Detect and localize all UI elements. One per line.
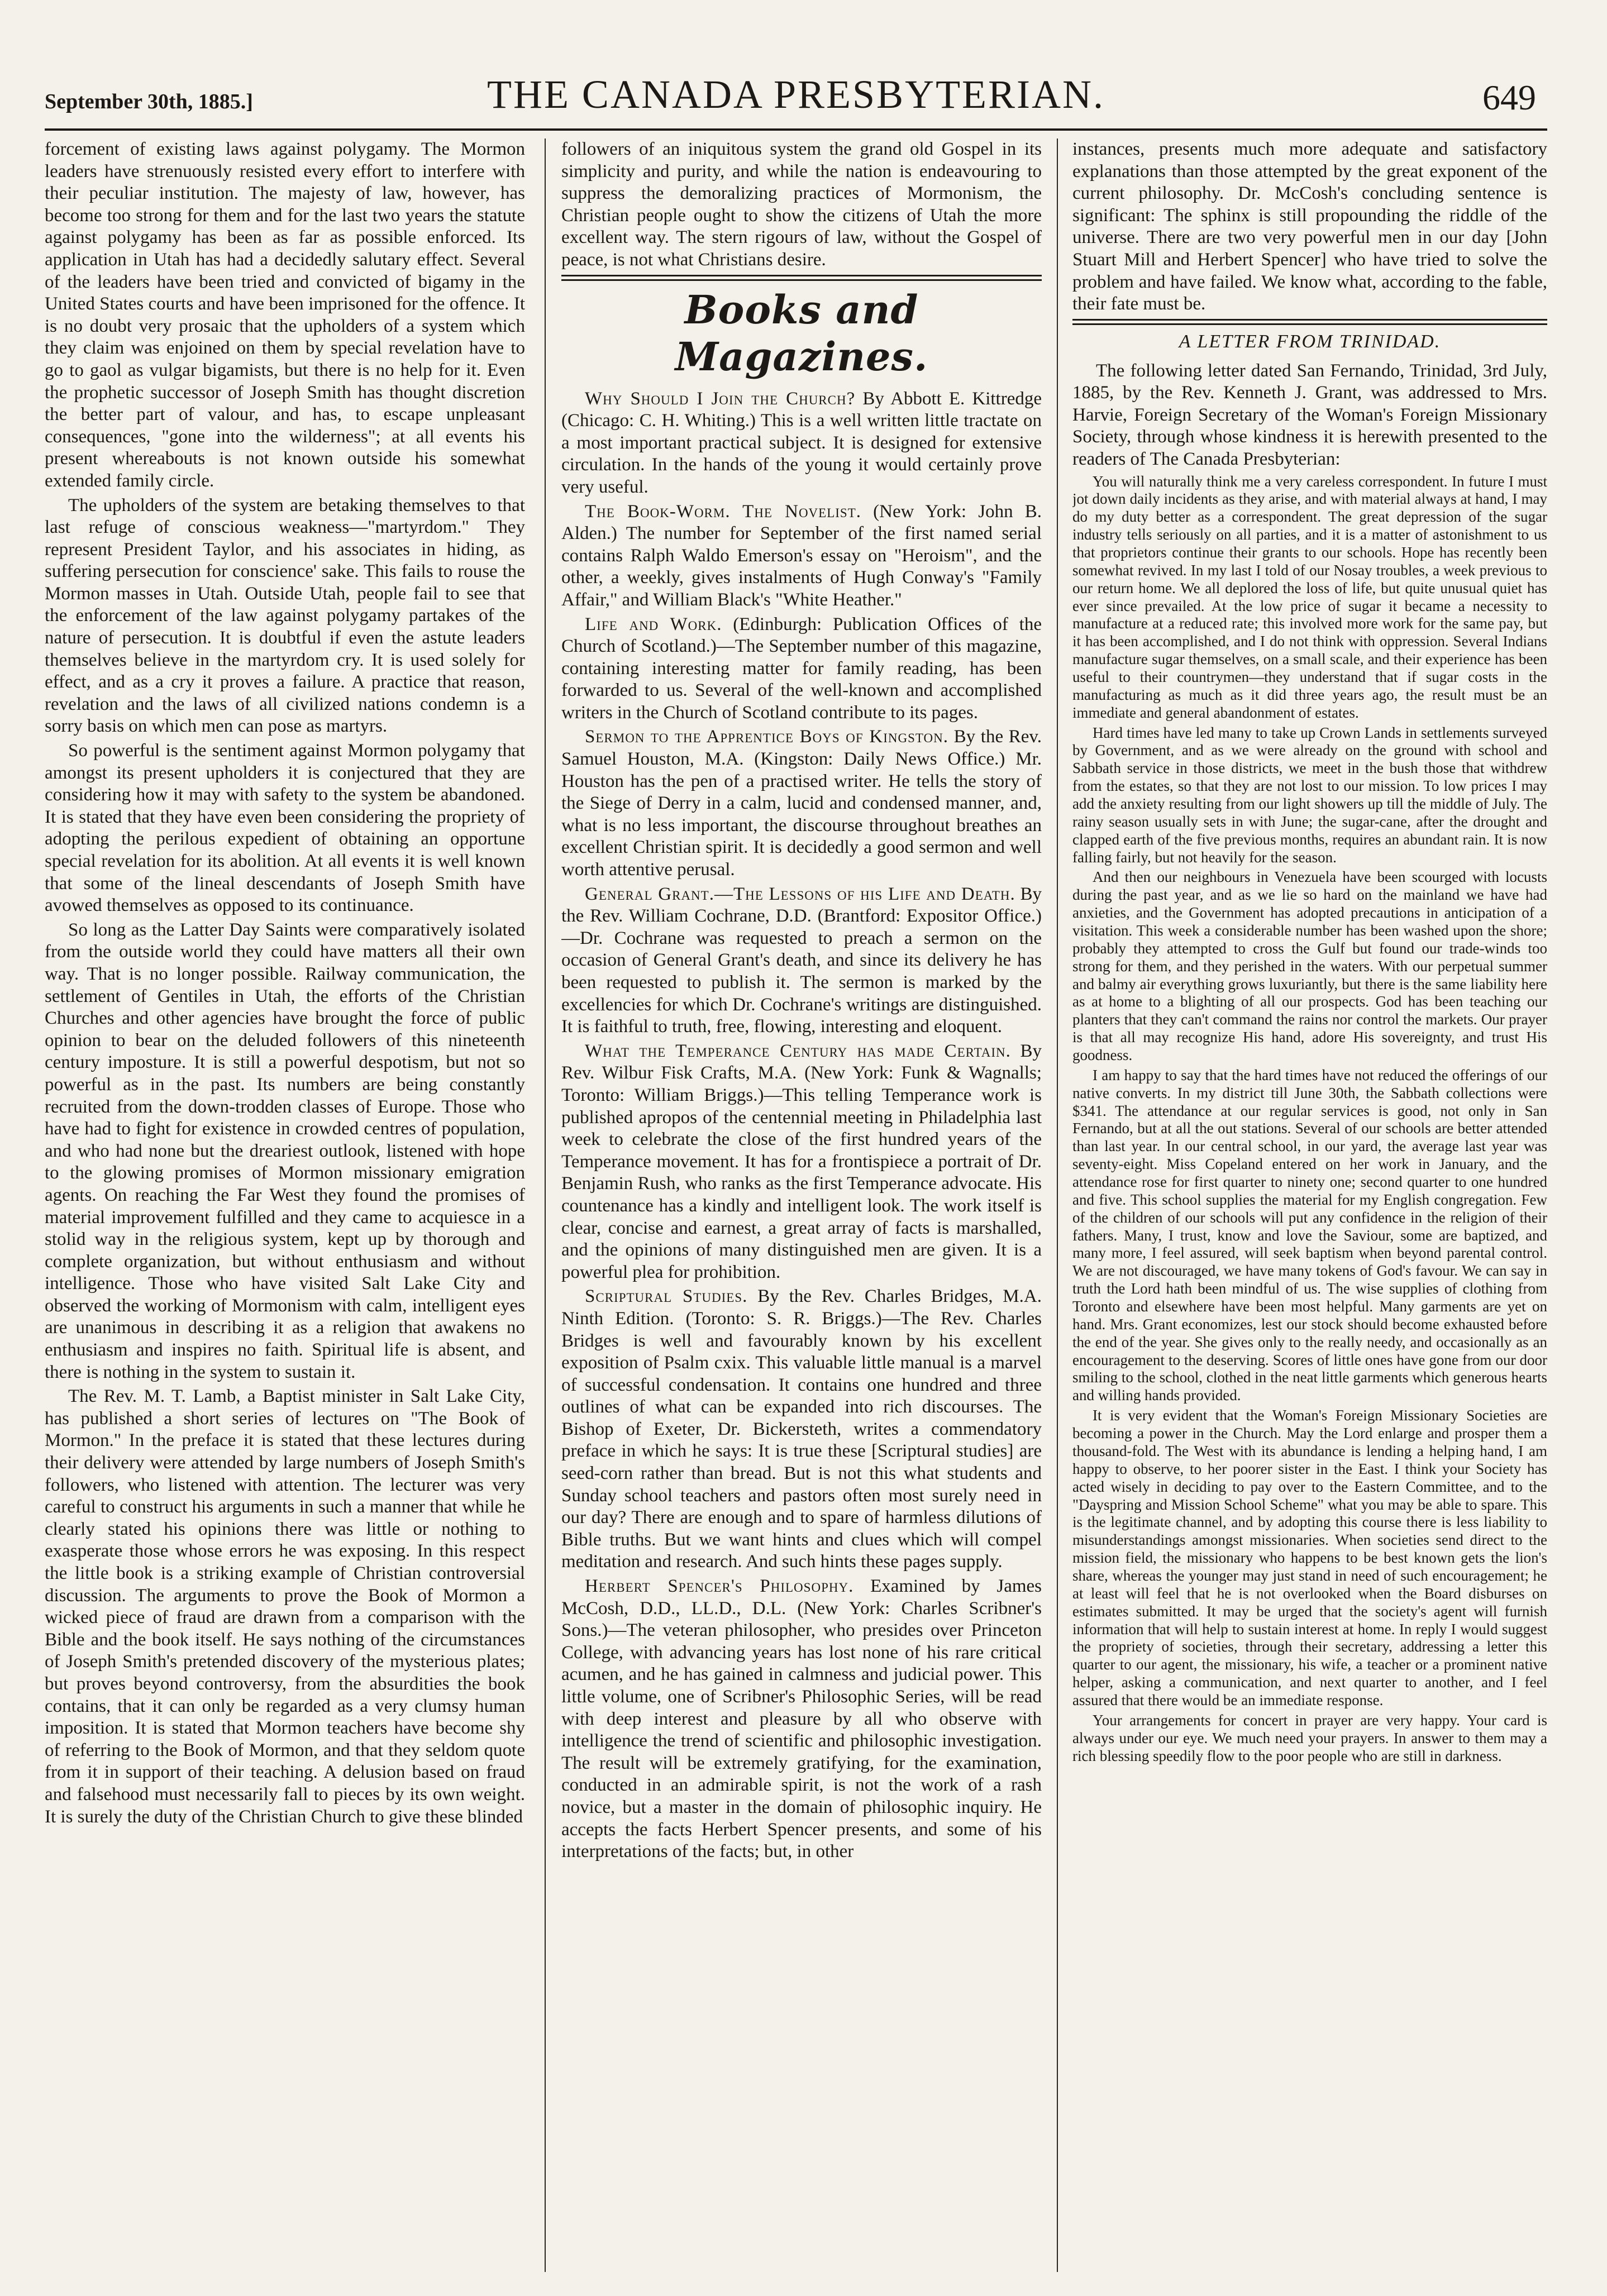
- column-rule-left: [545, 139, 546, 2272]
- review-entry: [561, 388, 1042, 499]
- review-text: (New York: John B. Alden.) The number for September of the first named serial contains Ralph Waldo Emerson's essay on "Heroism", and the other, a weekly, gives instalments of Hugh Conway's "Family Affair," and William Black's "White Heather.": [561, 501, 1042, 610]
- letter-heading: A LETTER FROM TRINIDAD.: [1179, 331, 1441, 352]
- page-number: 649: [1482, 78, 1536, 117]
- review-entry: [561, 726, 1042, 881]
- letter-intro: The following letter dated San Fernando, Trinidad, 3rd July, 1885, by the Rev. Kenneth J. Grant, was addressed to Mrs. Harvie, Foreign Secretary of the Woman's Foreign Missionary Society, through whose kindness it is herewith presented to the readers of The Canada Presbyterian:: [1072, 360, 1547, 469]
- page-header: [45, 67, 1547, 131]
- masthead-title: THE CANADA PRESBYTERIAN.: [487, 72, 1105, 117]
- review-title: Sermon to the Apprentice Boys of Kingston.: [585, 727, 948, 747]
- letter-paragraph: And then our neighbours in Venezuela have been scourged with locusts during the past year, and as we lie so hard on the mainland we have had anxieties, and the Government has adopted precautions in anticipation of a visitation. This week a considerable number has been washed upon the shore; probably they attempted to cross the Gulf but found our trade-winds too strong for them, and they perished in the waters. With our perpetual summer and balmy air everything grows luxuriantly, but there is the same liability here as at home to a blighting of all our prospects. God has been teaching our planters that they can't command the rains nor control the markets. Our prayer is that all may recognize His hand, adore His sovereignty, and trust His goodness.: [1072, 868, 1547, 1064]
- review-entry: [561, 1576, 1042, 1863]
- review-text: By Rev. Wilbur Fisk Crafts, M.A. (New York: Funk & Wagnalls; Toronto: William Briggs.)—This telling Temperance work is published apropos of the centennial meeting in Philadelphia last week to celebrate the close of the first hundred years of the Temperance movement. It has for a frontispiece a portrait of Dr. Benjamin Rush, who ranks as the first Temperance advocate. His countenance has a kindly and intelligent look. The work itself is clear, concise and earnest, a great array of facts is marshalled, and the opinions of many distinguished men are given. It is a powerful plea for prohibition.: [561, 1040, 1042, 1282]
- letter-paragraph: It is very evident that the Woman's Foreign Missionary Societies are becoming a power in the Church. May the Lord enlarge and prosper them a thousand-fold. The West with its abundance is lending a helping hand, I am happy to observe, to her poorer sister in the East. I think your Society has acted wisely in deciding to pay over to the Eastern Committee, and to the "Dayspring and Mission School Scheme" what you may be able to spare. This is the legitimate channel, and by adopting this course there is less liability to misunderstandings amongst missionaries. When societies send direct to the mission field, the missionary who happens to be best known gets the lion's share, whereas the younger may just stand in need of such encouragement; he at least will feel that he is not overlooked when the Board disburses on estimates submitted. It may be urged that the society's agent will furnish information that will help to sustain interest at home. In reply I would suggest the propriety of societies, through their secretary, addressing a letter this quarter to our agent, the missionary, his wife, a teacher or a prominent native helper, asking a communication, and next quarter to another, and I feel assured that there would be an immediate response.: [1072, 1407, 1547, 1708]
- column-middle: [561, 139, 1042, 2272]
- column-left: [45, 139, 525, 2272]
- review-text: (Edinburgh: Publication Offices of the Church of Scotland.)—The September number of this magazine, containing interesting matter for family reading, has been forwarded to us. Several of the well-known and accomplished writers in the Church of Scotland contribute to its pages.: [561, 614, 1042, 723]
- article-paragraph: forcement of existing laws against polygamy. The Mormon leaders have strenuously resisted every effort to interfere with their peculiar institution. The majesty of law, however, has become too strong for them and for the last two years the statute against polygamy has been as far as possible enforced. Its application in Utah has had a decidedly salutary effect. Several of the leaders have been tried and convicted of bigamy in the United States courts and have been imprisoned for the offence. It is no doubt very prosaic that the upholders of a system which they claim was enjoined on them by special revelation have to go to gaol as vulgar bigamists, but there is no help for it. Even the prophetic successor of Joseph Smith has thought discretion the better part of valour, and has, to escape unpleasant consequences, "gone into the wilderness"; at all events his present whereabouts is not known outside his somewhat extended family circle.: [45, 139, 525, 491]
- review-entry: [561, 1286, 1042, 1573]
- review-text: Examined by James McCosh, D.D., LL.D., D.L. (New York: Charles Scribner's Sons.)—The veteran philosopher, who presides over Princeton College, with advancing years has lost none of his rare critical acumen, and he has gained in calmness and judicial power. This little volume, one of Scribner's Philosophic Series, will be read with deep interest and pleasure by all who observe with intelligence the trend of scientific and philosophic investigation. The result will be extremely gratifying, for the examination, conducted in an admirable spirit, is not the work of a rash novice, but a master in the domain of philosophic inquiry. He accepts the facts Herbert Spencer presents, and some of his interpretations of the facts; but, in other: [561, 1576, 1042, 1862]
- article-paragraph: The upholders of the system are betaking themselves to that last refuge of conscious weakness—"martyrdom." They represent President Taylor, and his associates in hiding, as suffering persecution for conscience' sake. This fails to rouse the Mormon masses in Utah. Outside Utah, people fail to see that the enforcement of the law against polygamy partakes of the nature of persecution. It is doubtful if even the astute leaders themselves believe in the martyrdom cry. It is used solely for effect, and as a cry it proves a failure. A practice that reason, revelation and the laws of all civilized nations condemn is a sorry basis on which men can pose as martyrs.: [45, 495, 525, 737]
- letter-paragraph: Your arrangements for concert in prayer are very happy. Your card is always under our eye. We much need your prayers. In answer to them may a rich blessing speedily flow to the poor people who are still in darkness.: [1072, 1711, 1547, 1764]
- section-divider: [561, 275, 1042, 281]
- review-title: Why Should I Join the Church?: [585, 388, 856, 409]
- letter-paragraph: You will naturally think me a very careless correspondent. In future I must jot down daily incidents as they arise, and with material always at hand, I may do my duty better as a correspondent. The great depression of the sugar industry tells seriously on all parties, and it is a matter of astonishment to us that proprietors continue their grants to our schools. Hope has recently been somewhat revived. In my last I told of our Nosay troubles, a week previous to our return home. We all deplored the loss of life, but quite unusual quiet has ever since prevailed. At the low price of sugar it became a necessity to manufacture at a reduced rate; this involved more work for the same pay, but it has been accomplished, and I do not think with oppression. Several Indians manufacture sugar themselves, on a small scale, and their experience has been useful to their countrymen—they understand that if sugar costs in the manufacturing as much as it did three years ago, the result must be an immediate and general abandonment of estates.: [1072, 472, 1547, 721]
- review-entry: [561, 1040, 1042, 1284]
- review-title: General Grant.—The Lessons of his Life and Death.: [585, 884, 1015, 904]
- letter-paragraph: I am happy to say that the hard times have not reduced the offerings of our native converts. In my district till June 30th, the Sabbath collections were $341. The attendance at our regular services is good, not only in San Fernando, but at all the out stations. Several of our schools are better attended than last year. In our central school, in our yard, the average last year was seventy-eight. Miss Copeland entered on her work in January, and the attendance rose for first quarter to ninety one; second quarter to one hundred and five. This school supplies the material for my English congregation. Few of the children of our schools will put any confidence in the religion of their fathers. Many, I trust, know and love the Saviour, some are baptized, and many more, I feel assured, will seek baptism when beyond parental control. We are not discouraged, we have many tokens of God's favour. We can say in truth the Lord hath been mindful of us. The wise supplies of clothing from Toronto and elsewhere have been most helpful. Many garments are yet on hand. Mrs. Grant economizes, lest our stock should become exhausted before the end of the year. She gives only to the really needy, and occasionally as an encouragement to the deserving. Scores of little ones have gone from our door smiling to the school, clothed in the neat little garments which generous hearts and willing hands provided.: [1072, 1066, 1547, 1404]
- review-text: By the Rev. William Cochrane, D.D. (Brantford: Expositor Office.)—Dr. Cochrane was requested to preach a sermon on the occasion of General Grant's death, and since its delivery he has been requested to publish it. The sermon is marked by the excellencies for which Dr. Cochrane's writings are distinguished. It is faithful to truth, free, flowing, interesting and eloquent.: [561, 884, 1042, 1037]
- review-text: By the Rev. Charles Bridges, M.A. Ninth Edition. (Toronto: S. R. Briggs.)—The Rev. Charles Bridges is well and favourably known by his excellent exposition of Psalm cxix. This valuable little manual is a marvel of successful condensation. It contains one hundred and three outlines of what can be expanded into rich discourses. The Bishop of Exeter, Dr. Bickersteth, writes a commendatory preface in which he says: It is true these [Scriptural studies] are seed-corn rather than bread. But is not this what students and Sunday school teachers and pastors often most surely need in our day? There are enough and to spare of harmless dilutions of Bible truths. But we want hints and clues which will compel meditation and research. And such hints these pages supply.: [561, 1286, 1042, 1572]
- letter-paragraph: Hard times have led many to take up Crown Lands in settlements surveyed by Government, and as we were already on the ground with school and Sabbath service in those districts, we meet in the bush those that withdrew from the estates, so that they are not lost to our mission. To low prices I may add the anxiety resulting from our light showers up till the middle of July. The rainy season usually sets in with June; the sugar-cane, after the drought and clapped earth of the five previous months, requires an abundant rain. It is now falling fairly, but not heavily for the season.: [1072, 724, 1547, 866]
- article-paragraph: followers of an iniquitous system the grand old Gospel in its simplicity and purity, and while the nation is endeavouring to suppress the demoralizing practices of Mormonism, the Christian people ought to show the citizens of Utah the more excellent way. The stern rigours of law, without the Gospel of peace, is not what Christians desire.: [561, 139, 1042, 270]
- review-text: By Abbott E. Kittredge (Chicago: C. H. Whiting.) This is a well written little tractate on a most important practical subject. It is designed for extensive circulation. In the hands of the young it would certainly prove very useful.: [561, 388, 1042, 497]
- review-title: Herbert Spencer's Philosophy.: [585, 1576, 854, 1597]
- review-title: Scriptural Studies.: [585, 1286, 748, 1307]
- section-divider: [1072, 319, 1547, 325]
- review-title: The Book-Worm. The Novelist.: [585, 501, 862, 522]
- section-heading-books: Books and Magazines.: [675, 286, 928, 380]
- article-paragraph: The Rev. M. T. Lamb, a Baptist minister in Salt Lake City, has published a short series of lectures on "The Book of Mormon." In the preface it is stated that these lectures during their delivery were attended by large numbers of Joseph Smith's followers, who listened with attention. The lecturer was very careful to construct his arguments in such a manner that while he clearly stated his opinions there was little or nothing to exasperate those whose errors he was exposing. In this respect the little book is a striking example of Christian controversial discussion. The arguments to prove the Book of Mormon a wicked piece of fraud are drawn from a comparison with the Bible and the book itself. He says nothing of the circumstances of Joseph Smith's pretended discovery of the mysterious plates; but proves beyond controversy, from the absurdities the book contains, that it can only be regarded as a very clumsy human imposition. It is stated that Mormon teachers have become shy of referring to the Book of Mormon, and that they seldom quote from it in support of their teaching. A delusion based on fraud and falsehood must necessarily fall to pieces by its own weight. It is surely the duty of the Christian Church to give these blinded: [45, 1386, 525, 1827]
- review-title: What the Temperance Century has made Certain.: [585, 1040, 1011, 1061]
- article-paragraph: instances, presents much more adequate and satisfactory explanations than those attempted by the great exponent of the current philosophy. Dr. McCosh's concluding sentence is significant: The sphinx is still propounding the riddle of the universe. There are two very powerful men in our day [John Stuart Mill and Herbert Spencer] who have tried to solve the problem and have failed. We know what, according to the fable, their fate must be.: [1072, 139, 1547, 314]
- column-right: [1072, 139, 1547, 2272]
- column-rule-right: [1057, 139, 1058, 2272]
- letter-body: [1072, 473, 1547, 1765]
- article-paragraph: So long as the Latter Day Saints were comparatively isolated from the outside world they could have matters all their own way. That is no longer possible. Railway communication, the settlement of Gentiles in Utah, the efforts of the Christian Churches and other agencies have brought the force of public opinion to bear on the deluded followers of this nineteenth century imposture. It is still a powerful despotism, but not so powerful as in the past. Its numbers are being constantly recruited from the down-trodden classes of Europe. Those who have had to fight for existence in crowded centres of population, and who had none but the dreariest outlook, listened with hope to the glowing promises of Mormon missionary emigration agents. On reaching the Far West they found the promises of material improvement fulfilled and they came to acquiesce in a stolid way in the religious system, kept up by thorough and complete organization, but without enthusiasm and without intelligence. Those who have visited Salt Lake City and observed the working of Mormonism with calm, intelligent eyes are unanimous in describing it as a religion that awakens no enthusiasm and inspires no faith. Spiritual life is absent, and there is nothing in the system to sustain it.: [45, 919, 525, 1382]
- article-paragraph: So powerful is the sentiment against Mormon polygamy that amongst its present upholders it is conjectured that they are considering how it may with safety to the system be abandoned. It is stated that they have even been considering the propriety of adopting the perilous expedient of obtaining an opportune special revelation for its abolition. At all events it is well known that some of the lineal descendants of Joseph Smith have avowed themselves as opposed to its continuance.: [45, 741, 525, 916]
- review-entry: [561, 501, 1042, 612]
- header-date: September 30th, 1885.]: [45, 90, 253, 113]
- review-text: By the Rev. Samuel Houston, M.A. (Kingston: Daily News Office.) Mr. Houston has the pen of a practised writer. He tells the story of the Siege of Derry in a calm, lucid and condensed manner, and, what is no less important, the discourse throughout breathes an excellent Christian spirit. It is decidedly a good sermon and well worth attentive perusal.: [561, 727, 1042, 880]
- review-entry: [561, 614, 1042, 724]
- review-title: Life and Work.: [585, 614, 722, 634]
- review-entry: [561, 884, 1042, 1038]
